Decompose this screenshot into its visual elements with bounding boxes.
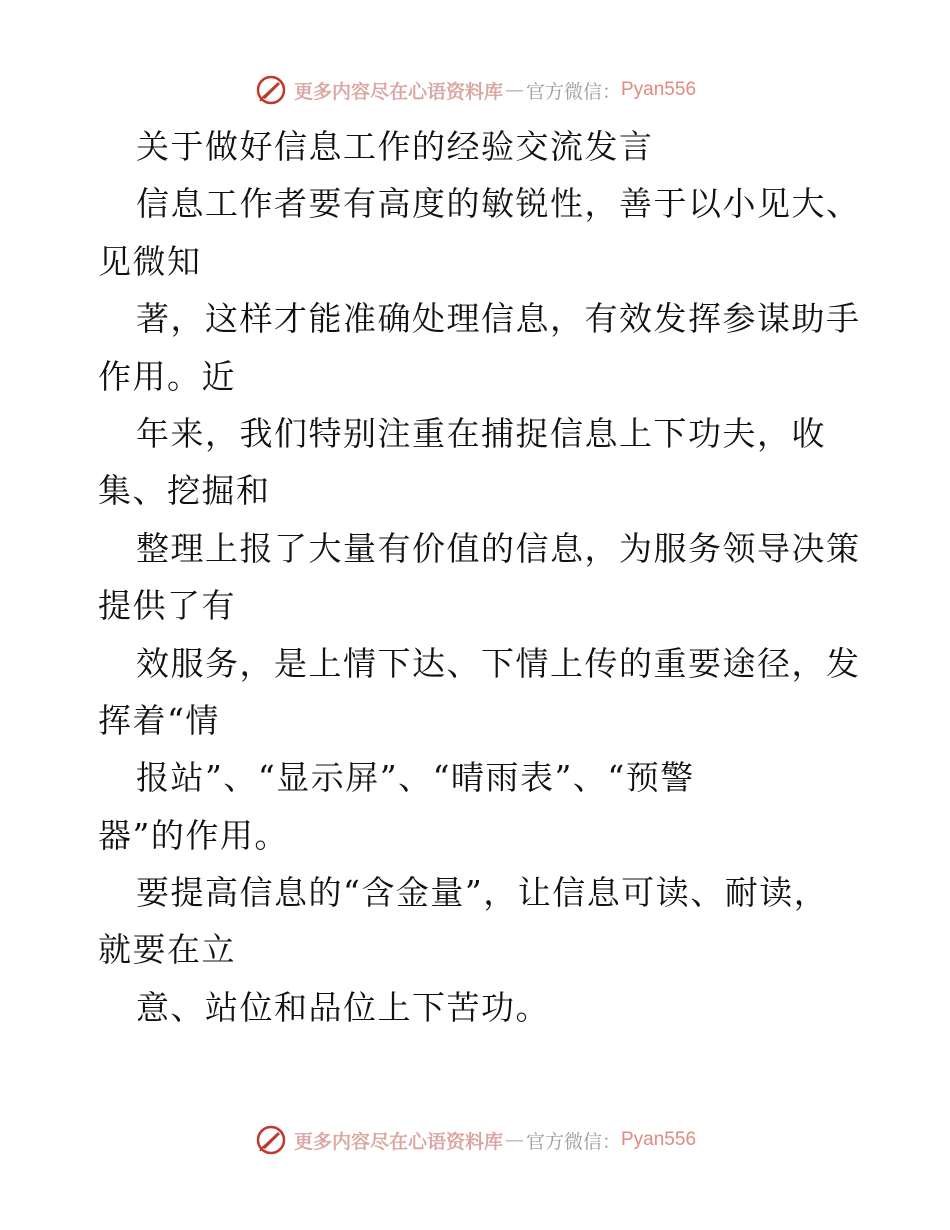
watermark-brand: 更多内容尽在心语资料库 — [293, 80, 503, 103]
document-title: 关于做好信息工作的经验交流发言 — [136, 127, 654, 166]
text-line: 提供了有 — [98, 586, 236, 626]
text-line: 整理上报了大量有价值的信息，为服务领导决策 — [136, 528, 861, 568]
watermark-dash: — — [504, 1129, 524, 1151]
watermark-label: 官方微信： — [525, 80, 621, 103]
header-watermark — [0, 70, 950, 110]
text-line: 意、站位和品位上下苦功。 — [136, 987, 550, 1027]
text-line: 器”的作用。 — [98, 815, 289, 855]
quill-logo-icon — [254, 73, 288, 107]
watermark-brand: 更多内容尽在心语资料库 — [293, 1130, 503, 1153]
footer-watermark — [0, 1120, 950, 1160]
watermark-wechat-id: Pyan556 — [621, 1129, 697, 1150]
document-body — [98, 118, 861, 1036]
text-line: 信息工作者要有高度的敏锐性，善于以小见大、 — [136, 184, 861, 224]
text-line: 著，这样才能准确处理信息，有效发挥参谋助手 — [136, 299, 861, 339]
quill-logo-icon — [254, 1123, 288, 1157]
text-line: 挥着“情 — [98, 700, 220, 740]
text-line: 效服务，是上情下达、下情上传的重要途径，发 — [136, 643, 861, 683]
text-line: 要提高信息的“含金量”，让信息可读、耐读， — [136, 873, 829, 913]
text-line: 就要在立 — [98, 930, 236, 970]
text-line: 集、挖掘和 — [98, 471, 271, 511]
text-line: 见微知 — [98, 241, 202, 281]
text-line: 年来，我们特别注重在捕捉信息上下功夫，收 — [136, 413, 826, 453]
text-line: 报站”、“显示屏”、“晴雨表”、“预警 — [136, 758, 695, 798]
watermark-wechat-id: Pyan556 — [621, 79, 697, 100]
text-line: 作用。近 — [98, 356, 236, 396]
watermark-label: 官方微信： — [525, 1130, 621, 1153]
watermark-dash: — — [504, 79, 524, 101]
